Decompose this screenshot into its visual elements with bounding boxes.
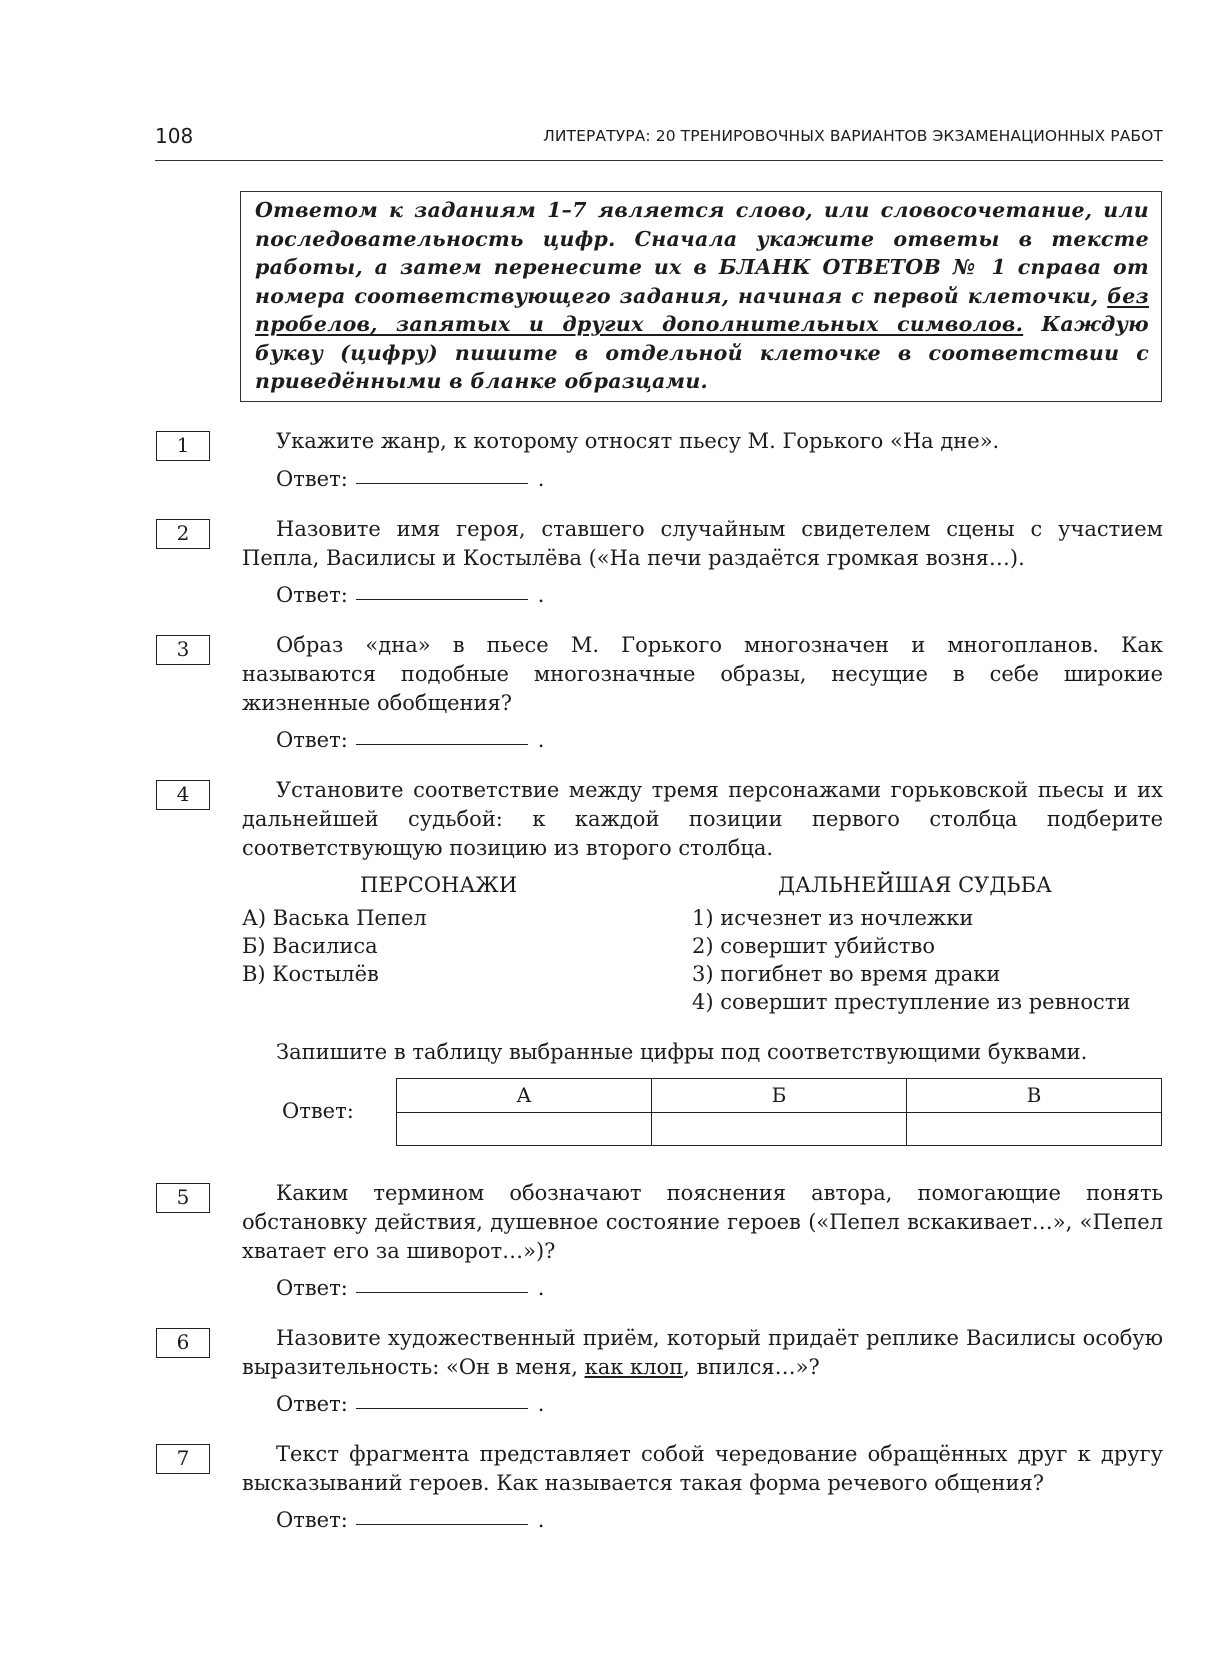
answer-label: Ответ: bbox=[282, 1099, 354, 1123]
task-7-answer bbox=[276, 1507, 544, 1533]
fate-item: 2) совершит убийство bbox=[692, 934, 935, 958]
task-4-question: Установите соответствие между тремя персонажами горьковской пьесы и их дальнейшей судьбой: к каждой позиции первого столбца подберите соответствующую позицию из второго столбца. bbox=[242, 778, 1163, 860]
answer-period: . bbox=[537, 1508, 545, 1532]
running-title: ЛИТЕРАТУРА: 20 ТРЕНИРОВОЧНЫХ ВАРИАНТОВ ЭКЗАМЕНАЦИОННЫХ РАБОТ bbox=[543, 127, 1163, 145]
task-number-box: 1 bbox=[156, 431, 210, 461]
character-item: Б) Василиса bbox=[242, 934, 378, 958]
task-number-box: 5 bbox=[156, 1183, 210, 1213]
fate-item: 1) исчезнет из ночлежки bbox=[692, 906, 974, 930]
answer-blank[interactable] bbox=[356, 483, 528, 484]
answer-period: . bbox=[537, 583, 545, 607]
task-1-question: Укажите жанр, к которому относят пьесу М. Горького «На дне». bbox=[276, 429, 1000, 453]
answer-period: . bbox=[537, 1276, 545, 1300]
answer-period: . bbox=[537, 728, 545, 752]
task-5-answer bbox=[276, 1275, 544, 1301]
fate-item: 4) совершит преступление из ревности bbox=[692, 990, 1131, 1014]
answer-label: Ответ: bbox=[276, 467, 348, 491]
answer-blank[interactable] bbox=[356, 1408, 528, 1409]
task-3-question: Образ «дна» в пьесе М. Горького многозначен и многопланов. Как называются подобные многозначные образы, несущие в себе широкие жизненные обобщения? bbox=[242, 633, 1163, 715]
instructions-box bbox=[240, 191, 1162, 402]
table-instruction: Запишите в таблицу выбранные цифры под соответствующими буквами. bbox=[276, 1040, 1088, 1064]
answer-label: Ответ: bbox=[276, 1508, 348, 1532]
task-number-box: 4 bbox=[156, 780, 210, 810]
fates-header: ДАЛЬНЕЙШАЯ СУДЬБА bbox=[778, 873, 1052, 897]
characters-header: ПЕРСОНАЖИ bbox=[360, 873, 518, 897]
task-6-answer bbox=[276, 1391, 544, 1417]
answer-label: Ответ: bbox=[276, 728, 348, 752]
answer-period: . bbox=[537, 1392, 545, 1416]
character-item: В) Костылёв bbox=[242, 962, 379, 986]
table-header-b: Б bbox=[652, 1079, 907, 1113]
task-number-box: 2 bbox=[156, 519, 210, 549]
answer-label: Ответ: bbox=[276, 1392, 348, 1416]
table-header-v: В bbox=[907, 1079, 1162, 1113]
table-header-a: А bbox=[397, 1079, 652, 1113]
task-1-answer bbox=[276, 466, 544, 492]
answer-period: . bbox=[537, 467, 545, 491]
instructions-underlined: без пробелов, запятых и других дополнительных символов. bbox=[255, 283, 1149, 336]
character-item: А) Васька Пепел bbox=[242, 906, 427, 930]
answer-label: Ответ: bbox=[276, 1276, 348, 1300]
task-3-answer bbox=[276, 727, 544, 753]
task-5-question: Каким термином обозначают пояснения автора, помогающие понять обстановку действия, душевное состояние героев («Пепел вскакивает…», «Пепел хватает его за шиворот…»)? bbox=[242, 1181, 1163, 1263]
answer-label: Ответ: bbox=[276, 583, 348, 607]
task-6-text: Назовите художественный приём, который придаёт реплике Василисы особую выразительность: «Он в меня, bbox=[242, 1326, 1163, 1379]
fate-item: 3) погибнет во время драки bbox=[692, 962, 1001, 986]
task-2-answer bbox=[276, 582, 544, 608]
task-6-underlined: как клоп bbox=[584, 1355, 684, 1379]
task-2-question: Назовите имя героя, ставшего случайным свидетелем сцены с участием Пепла, Василисы и Костылёва («На печи раздаётся громкая возня…). bbox=[242, 517, 1163, 570]
task-number-box: 3 bbox=[156, 635, 210, 665]
answer-cell-a[interactable] bbox=[397, 1112, 652, 1146]
task-number-box: 7 bbox=[156, 1444, 210, 1474]
page-header bbox=[155, 124, 1163, 161]
task-6-question bbox=[242, 1324, 1163, 1382]
answer-table bbox=[396, 1078, 1162, 1146]
answer-blank[interactable] bbox=[356, 744, 528, 745]
task-number-box: 6 bbox=[156, 1328, 210, 1358]
page-number: 108 bbox=[155, 124, 194, 148]
answer-blank[interactable] bbox=[356, 599, 528, 600]
task-6-text-end: , впился…»? bbox=[683, 1355, 820, 1379]
task-7-question: Текст фрагмента представляет собой чередование обращённых друг к другу высказываний героев. Как называется такая форма речевого общения? bbox=[242, 1442, 1163, 1495]
instructions-text-2: Каждую букву (цифру) пишите в отдельной клеточке в соответствии с приведёнными в бланке образцами. bbox=[255, 312, 1150, 393]
answer-blank[interactable] bbox=[356, 1292, 528, 1293]
instructions-text-1: Ответом к заданиям 1–7 является слово, или словосочетание, или последовательность цифр. Сначала укажите ответы в тексте работы, а затем перенесите их в БЛАНК ОТВЕТОВ № 1 справа от номера соответствующего задания, начиная с первой клеточки, bbox=[255, 198, 1149, 308]
answer-blank[interactable] bbox=[356, 1524, 528, 1525]
answer-cell-v[interactable] bbox=[907, 1112, 1162, 1146]
answer-cell-b[interactable] bbox=[652, 1112, 907, 1146]
